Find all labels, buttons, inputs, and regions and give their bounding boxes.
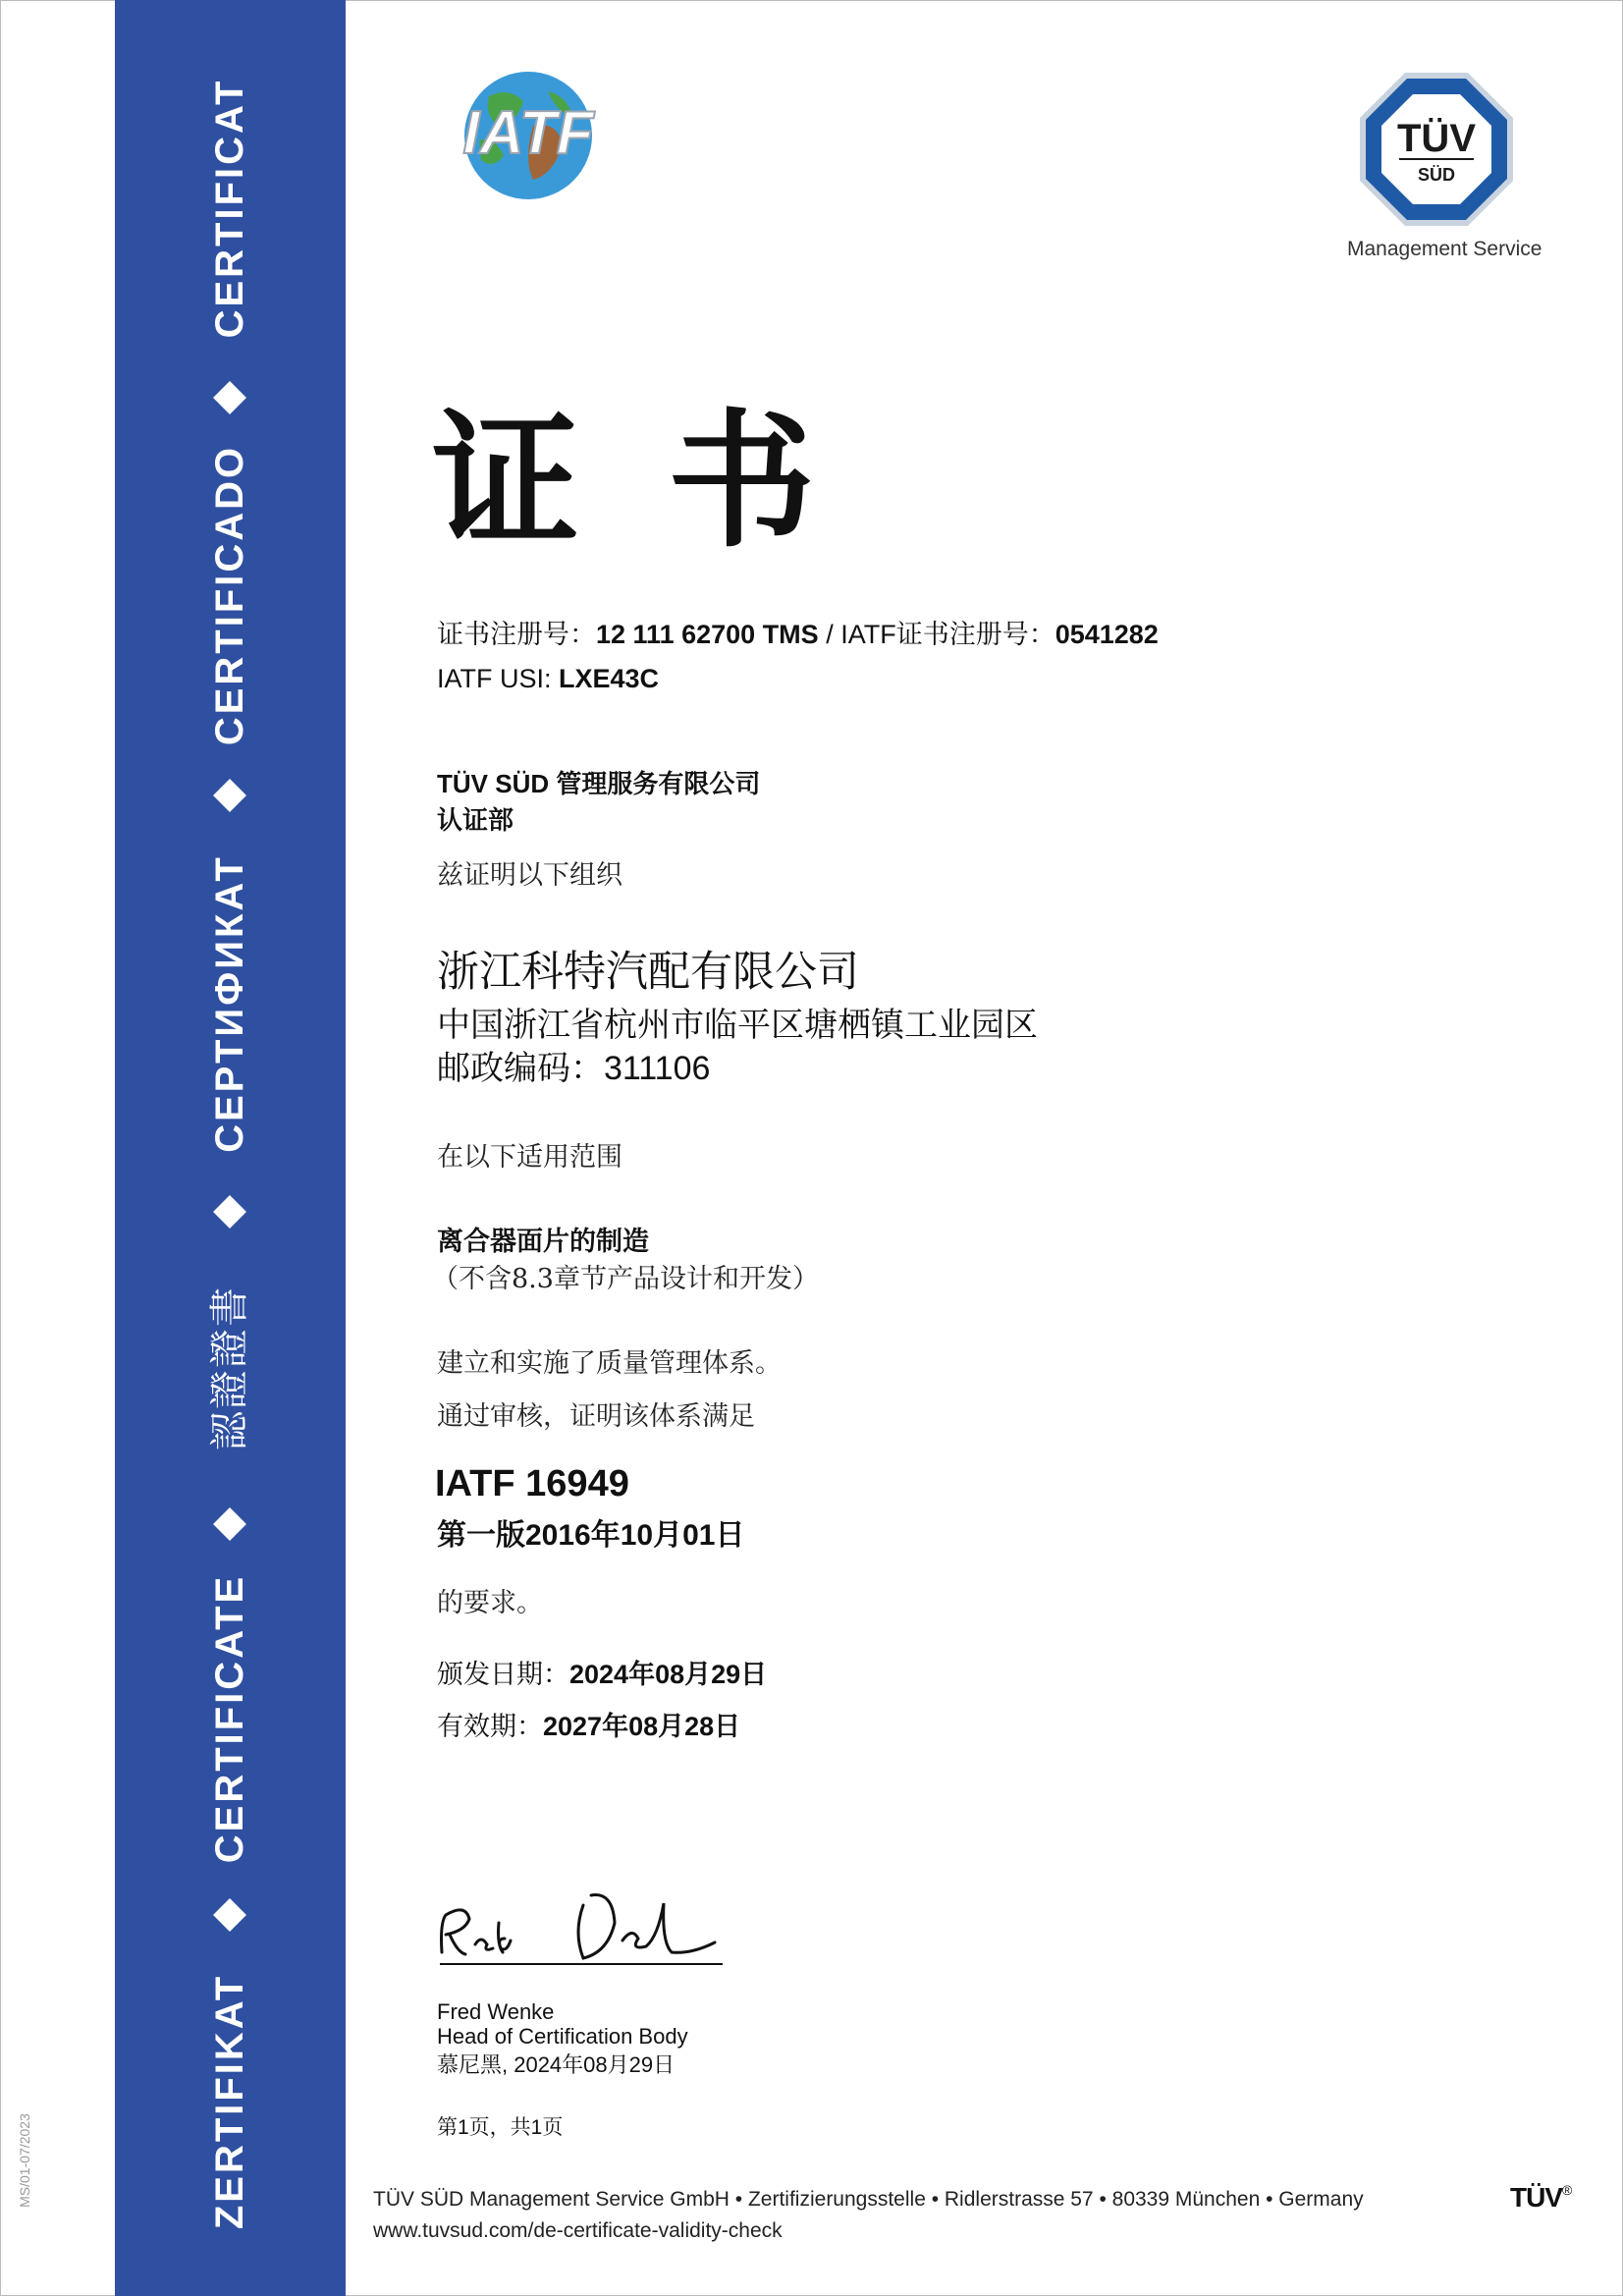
page-info: 第1页，共1页 — [437, 2116, 564, 2139]
cert-no: 12 111 62700 TMS — [596, 620, 819, 649]
company-address: 中国浙江省杭州市临平区塘栖镇工业园区 — [437, 1007, 1038, 1044]
registration-line — [437, 613, 1159, 651]
signatory-name: Fred Wenke — [437, 1999, 555, 2024]
reg-separator: / — [818, 620, 841, 649]
sidebar-label-sertifikat: СЕРТИФИКАТ — [208, 854, 251, 1153]
tuv-sud-logo — [1358, 71, 1515, 228]
tuv-caption: Management Service — [1347, 238, 1542, 260]
issue-date-line — [437, 1653, 767, 1691]
signatory-title: Head of Certification Body — [437, 2024, 688, 2049]
issuer-name: TÜV SÜD 管理服务有限公司 — [437, 769, 761, 798]
issue-date: 2024年08月29日 — [569, 1660, 768, 1689]
sidebar-label-certificate: CERTIFICATE — [208, 1573, 251, 1864]
usi-line — [437, 664, 659, 694]
iatf-no-label: IATF证书注册号： — [840, 620, 1055, 649]
tuv-wordmark-text: TÜV — [1510, 2182, 1562, 2213]
svg-text:IATF: IATF — [462, 99, 594, 167]
certify-intro: 兹证明以下组织 — [437, 860, 622, 891]
svg-text:SÜD: SÜD — [1417, 165, 1456, 185]
usi-label: IATF USI: — [437, 664, 560, 693]
scope-line: 离合器面片的制造 — [437, 1227, 649, 1256]
requirements-text: 的要求。 — [437, 1588, 543, 1618]
statement-established: 建立和实施了质量管理体系。 — [437, 1348, 782, 1379]
usi-value: LXE43C — [559, 664, 660, 693]
certificate-title: 证书 — [432, 395, 904, 568]
iatf-globe-logo — [440, 67, 617, 204]
tuv-wordmark — [1510, 2182, 1571, 2214]
sidebar-label-chinese: 認證證書 — [207, 1285, 252, 1450]
scope-intro: 在以下适用范围 — [437, 1142, 622, 1173]
footer-address: TÜV SÜD Management Service GmbH • Zertifizierungsstelle • Ridlerstrasse 57 • 80339 München • Germany — [373, 2188, 1364, 2211]
valid-until-label: 有效期： — [437, 1712, 543, 1741]
iatf-cert-no: 0541282 — [1055, 620, 1159, 649]
company-name: 浙江科特汽配有限公司 — [437, 949, 859, 996]
sidebar-label-zertifikat: ZERTIFIKAT — [208, 1973, 251, 2230]
valid-until-line — [437, 1705, 740, 1743]
sidebar-label-certificado: CERTIFICADO — [208, 444, 251, 746]
cert-no-label: 证书注册号： — [437, 620, 596, 649]
version-code: MS/01-07/2023 — [17, 2113, 32, 2208]
registered-mark: ® — [1562, 2182, 1572, 2198]
issuer-department: 认证部 — [437, 805, 514, 835]
svg-text:TÜV: TÜV — [1397, 117, 1476, 160]
sidebar-label-certificat: CERTIFICAT — [208, 78, 251, 339]
standard-edition: 第一版2016年10月01日 — [437, 1519, 745, 1552]
scope-exclusion: （不含8.3章节产品设计和开发） — [432, 1264, 819, 1294]
footer-validity-link[interactable]: www.tuvsud.com/de-certificate-validity-check — [373, 2219, 783, 2242]
issue-date-label: 颁发日期： — [437, 1660, 569, 1689]
handwritten-signature — [436, 1884, 730, 1972]
statement-audit: 通过审核，证明该体系满足 — [437, 1401, 755, 1432]
valid-until-date: 2027年08月28日 — [543, 1712, 741, 1741]
company-postal: 邮政编码：311106 — [437, 1050, 711, 1087]
standard-name: IATF 16949 — [435, 1463, 629, 1504]
signatory-place-date: 慕尼黑, 2024年08月29日 — [437, 2052, 676, 2077]
